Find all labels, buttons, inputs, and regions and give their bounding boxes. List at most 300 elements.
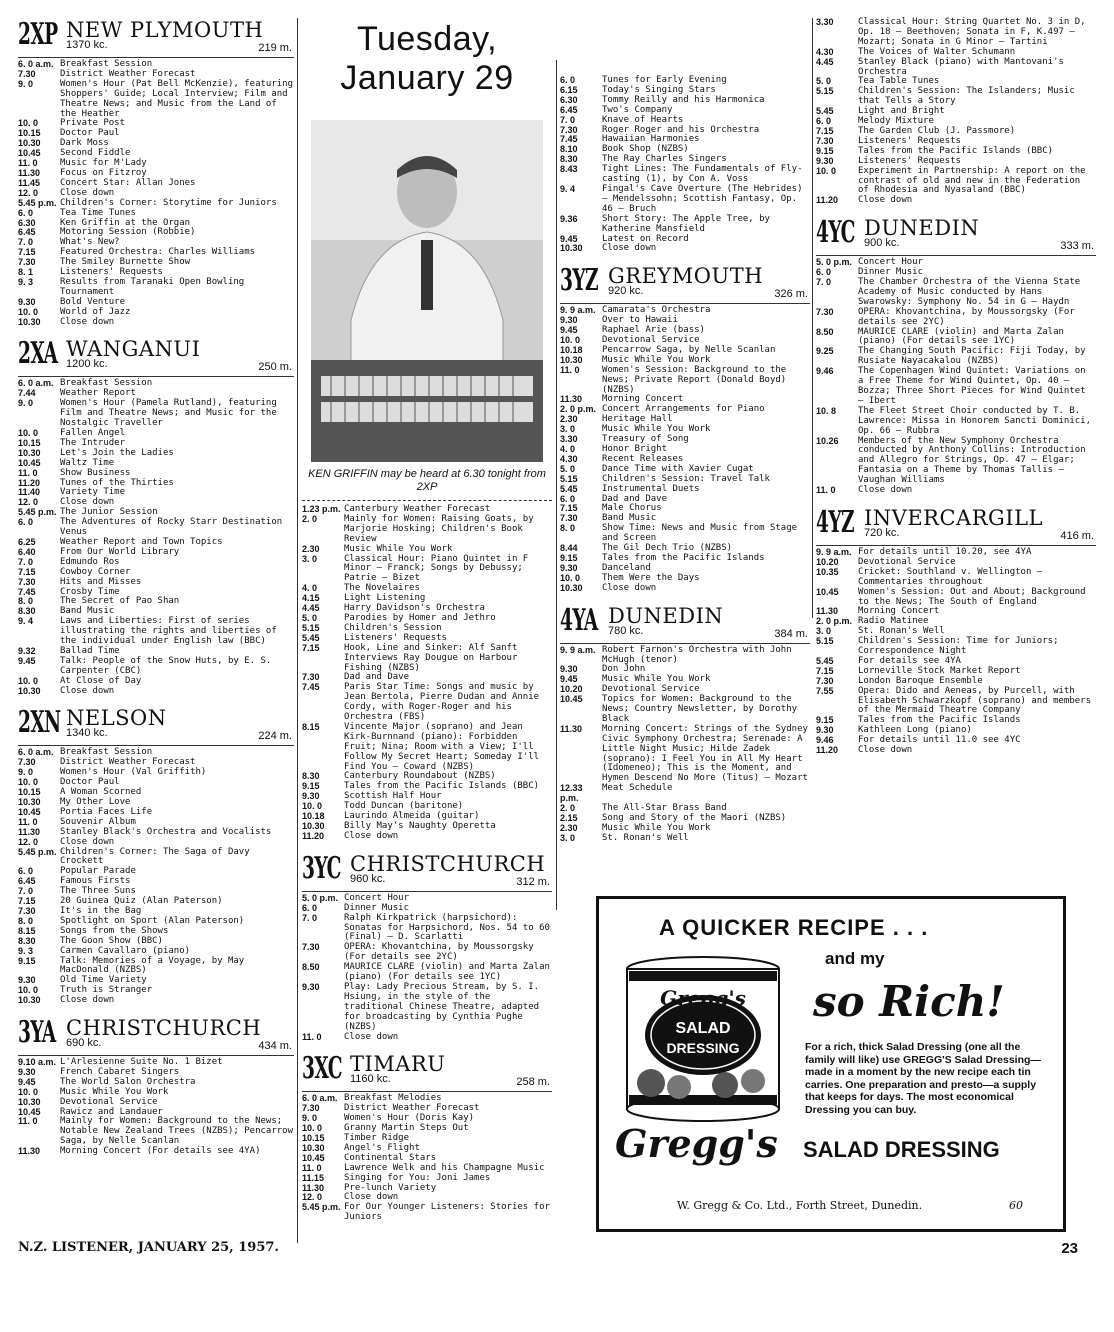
program-title: My Other Love <box>60 797 131 807</box>
program-time: 7.45 <box>18 586 36 597</box>
program-time: 11.30 <box>560 394 583 405</box>
program-title: Breakfast Session <box>60 59 153 69</box>
station-city: WANGANUI <box>66 337 201 362</box>
program-row <box>560 235 810 245</box>
program-title: Close down <box>60 836 115 847</box>
program-row <box>18 518 294 538</box>
program-time: 10. 0 <box>560 572 581 583</box>
program-title: Hawaiian Harmonies <box>602 134 700 145</box>
program-time: 9. 9 a.m. <box>816 546 852 557</box>
program-title: Canterbury Weather Forecast <box>344 504 491 514</box>
program-time: 12. 0 <box>302 1192 323 1203</box>
program-title: Close down <box>858 195 913 206</box>
program-title: Waltz Time <box>60 457 115 468</box>
program-title: Breakfast Session <box>60 378 153 389</box>
program-title: Timber Ridge <box>344 1133 410 1144</box>
program-time: 6. 0 a.m. <box>18 59 54 69</box>
program-title: Souvenir Album <box>60 816 136 827</box>
station-city: DUNEDIN <box>608 603 724 628</box>
program-time: 5.45 <box>560 483 578 494</box>
program-row <box>816 18 1096 48</box>
program-time: 10.20 <box>816 556 839 567</box>
program-time: 8.30 <box>302 771 320 782</box>
program-time: 6.30 <box>18 217 36 228</box>
program-title: For Our Younger Listeners: Stories for Juniors <box>344 1202 550 1223</box>
ken-griffin-photo <box>311 120 543 462</box>
program-title: Laws and Liberties: First of series illustrating the rights and liberties of the individual under English law (BBC) <box>60 616 277 647</box>
program-time: 9.45 <box>560 674 578 685</box>
program-time: 11. 0 <box>302 1031 322 1042</box>
program-time: 6. 0 <box>560 75 576 85</box>
station-wavelength: 224 m. <box>258 730 292 743</box>
program-time: 9.15 <box>816 715 834 726</box>
program-time: 1.23 p.m. <box>302 504 341 514</box>
station-header-3yz <box>560 264 810 300</box>
program-time: 6. 0 a.m. <box>18 747 54 758</box>
program-title: Morning Concert <box>602 394 684 405</box>
program-time: 10.35 <box>816 566 839 577</box>
program-title: OPERA: Khovantchina, by Moussorgsky (For details see 2YC) <box>858 306 1075 327</box>
program-row <box>18 1147 294 1157</box>
program-time: 4. 0 <box>560 444 576 454</box>
program-row <box>18 947 294 957</box>
program-title: Devotional Service <box>60 1096 158 1107</box>
program-title: Angel's Flight <box>344 1142 420 1153</box>
program-row <box>18 209 294 219</box>
program-time: 11. 0 <box>302 1162 322 1173</box>
program-time: 10.20 <box>560 684 583 695</box>
program-title: Band Music <box>60 606 115 617</box>
program-row <box>816 347 1096 367</box>
program-time: 7.30 <box>560 513 578 524</box>
program-time: 11.30 <box>18 167 41 178</box>
program-title: Morning Concert <box>858 606 940 617</box>
program-title: Dark Moss <box>60 138 109 149</box>
program-title: Tea Time Tunes <box>60 207 136 218</box>
station-wavelength: 384 m. <box>774 627 808 640</box>
program-list-2xa <box>18 379 294 696</box>
program-time: 3.30 <box>816 17 834 27</box>
program-title: Show Business <box>60 467 131 478</box>
program-title: Listeners' Requests <box>344 632 447 643</box>
program-title: Listeners' Requests <box>60 267 163 278</box>
program-title: Band Music <box>602 513 657 524</box>
program-title: The Secret of Pao Shan <box>60 596 180 607</box>
program-time: 7.30 <box>816 135 834 146</box>
program-title: Tales from the Pacific Islands <box>602 552 765 563</box>
program-time: 6. 0 <box>18 517 34 528</box>
program-row <box>18 80 294 120</box>
program-title: Women's Hour (Val Griffith) <box>60 767 207 778</box>
program-time: 3. 0 <box>560 832 576 843</box>
program-list-3xc <box>302 1094 552 1223</box>
program-time: 6.45 <box>18 876 36 887</box>
program-title: Women's Hour (Doris Kay) <box>344 1113 475 1124</box>
program-row <box>560 504 810 514</box>
program-row <box>560 834 810 844</box>
station-call: 2XA <box>18 336 58 372</box>
program-title: Close down <box>60 187 115 198</box>
program-title: Tales from the Pacific Islands (BBC) <box>858 145 1054 156</box>
station-header-2xp <box>18 18 294 54</box>
program-title: Tunes of the Thirties <box>60 477 174 488</box>
program-time: 10.18 <box>302 811 325 822</box>
station-city: DUNEDIN <box>864 216 980 241</box>
program-row <box>816 328 1096 348</box>
program-time: 11.45 <box>18 177 41 188</box>
program-time: 4.30 <box>560 453 578 464</box>
program-title: London Baroque Ensemble <box>858 675 983 686</box>
program-list-2xp-afternoon <box>302 505 552 842</box>
program-time: 9.30 <box>816 155 834 166</box>
program-title: District Weather Forecast <box>60 68 196 79</box>
program-time: 10.18 <box>560 344 583 355</box>
program-time: 11. 0 <box>816 485 836 496</box>
station-call: 4YZ <box>816 504 854 540</box>
program-time: 6.25 <box>18 536 36 547</box>
station-frequency: 900 kc. <box>864 237 900 250</box>
program-row <box>302 515 552 545</box>
program-time: 10.30 <box>560 354 583 365</box>
program-row <box>302 1033 552 1043</box>
program-row <box>560 524 810 544</box>
program-title: The Three Suns <box>60 886 136 897</box>
program-time: 3. 0 <box>816 626 832 637</box>
program-time: 11.30 <box>560 723 583 734</box>
program-time: 9.15 <box>560 552 578 563</box>
program-row <box>18 399 294 429</box>
program-title: Listeners' Requests <box>858 155 961 166</box>
program-time: 9.30 <box>302 791 320 802</box>
station-frequency: 1200 kc. <box>66 358 108 371</box>
tin-brand: Gregg's <box>660 986 746 1010</box>
station-header-4yc <box>816 216 1096 252</box>
program-title: Fallen Angel <box>60 428 126 438</box>
program-row <box>302 1203 552 1223</box>
program-title: Close down <box>858 485 913 496</box>
program-time: 5.45 <box>816 655 834 666</box>
program-row <box>560 574 810 584</box>
program-time: 9. 0 <box>18 398 34 409</box>
program-time: 10.15 <box>18 437 41 448</box>
program-title: Dad and Dave <box>602 493 668 504</box>
column-1 <box>18 14 294 1157</box>
program-row <box>816 687 1096 717</box>
program-title: Concert Star: Allan Jones <box>60 177 196 188</box>
program-title: Devotional Service <box>602 684 700 695</box>
program-title: Meat Schedule <box>602 783 673 794</box>
station-city: CHRISTCHURCH <box>350 851 546 876</box>
station-wavelength: 219 m. <box>258 42 292 54</box>
program-row <box>816 58 1096 78</box>
program-title: Morning Concert: Strings of the Sydney Civic Symphony Orchestra; Serenade: A Little Night Music; Hilde Zadek (soprano): I Feel You in All My Heart (Idomeneo); This is the Moment, and Hymen Descend No More (Titus) — Mozart <box>602 723 808 784</box>
program-title: Classical Hour: String Quartet No. 3 in D, Op. 18 — Beethoven; Sonata in F, K.497 — Mozart; Sonata in G Minor — Tartini <box>858 17 1086 47</box>
program-time: 10.30 <box>18 138 41 149</box>
program-title: Instrumental Duets <box>602 483 700 494</box>
program-title: Doctor Paul <box>60 777 120 788</box>
program-title: Knave of Hearts <box>602 114 684 125</box>
program-title: Mainly for Women: Background to the News; Notable New Zealand Trees (NZBS); Pencarrow Saga, by Nelle Scanlan <box>60 1116 293 1147</box>
program-title: Women's Session: Background to the News; Private Report (Donald Boyd) (NZBS) <box>602 364 787 395</box>
program-title: Book Shop (NZBS) <box>602 144 689 155</box>
program-title: Hook, Line and Sinker: Alf Sanft Interviews Ray Dougue on Harbour Fishing (NZBS) <box>344 642 518 673</box>
program-title: Bold Venture <box>60 296 126 307</box>
program-title: Children's Session <box>344 622 442 633</box>
program-time: 4.15 <box>302 593 320 604</box>
program-title: Parodies by Homer and Jethro <box>344 612 496 623</box>
program-time: 2. 0 p.m. <box>560 404 597 415</box>
program-title: Today's Singing Stars <box>602 84 716 95</box>
program-time: 11. 0 <box>18 816 38 827</box>
program-time: 9.30 <box>560 315 578 326</box>
program-title: Light and Bright <box>858 106 945 117</box>
program-time: 9. 3 <box>18 276 34 287</box>
page-footer <box>18 1240 1078 1255</box>
program-title: 20 Guinea Quiz (Alan Paterson) <box>60 896 223 907</box>
program-row <box>302 683 552 723</box>
program-title: Danceland <box>602 562 651 573</box>
program-time: 10. 0 <box>18 777 39 788</box>
program-row <box>816 278 1096 308</box>
program-time: 9.46 <box>816 735 834 746</box>
station-wavelength: 333 m. <box>1060 240 1094 253</box>
program-time: 7.44 <box>18 388 36 399</box>
program-title: What's New? <box>60 237 120 248</box>
program-time: 9.30 <box>302 981 320 992</box>
program-list-3ya <box>18 1058 294 1157</box>
ad-subhead: and my <box>825 949 885 968</box>
program-time: 7.30 <box>18 576 36 587</box>
program-row <box>560 445 810 455</box>
program-title: Fingal's Cave Overture (The Hebrides) — Mendelssohn; Scottish Fantasy, Op. 46 — Bruch <box>602 183 803 214</box>
column-4 <box>816 18 1096 756</box>
program-row <box>18 578 294 588</box>
program-title: For details until 10.20, see 4YA <box>858 546 1032 557</box>
program-title: Famous Firsts <box>60 876 131 887</box>
program-title: Close down <box>60 685 115 696</box>
program-title: At Close of Day <box>60 675 142 686</box>
program-time: 10.30 <box>560 582 583 593</box>
program-time: 7. 0 <box>816 277 832 288</box>
program-time: 7.15 <box>560 503 578 514</box>
program-title: Music While You Work <box>602 424 711 435</box>
program-title: Popular Parade <box>60 866 136 877</box>
program-row <box>560 185 810 215</box>
program-row <box>560 725 810 784</box>
program-row <box>560 106 810 116</box>
program-time: 7.15 <box>816 665 834 676</box>
station-city: GREYMOUTH <box>608 264 764 289</box>
program-title: The Novelaires <box>344 583 420 594</box>
station-city: INVERCARGILL <box>864 505 1043 530</box>
program-title: The Fleet Street Choir conducted by T. B. Lawrence: Missa in Honorem Sancti Dominici, Op. 66 — Rubbra <box>858 405 1091 436</box>
program-time: 10.45 <box>18 457 41 468</box>
program-row <box>816 167 1096 197</box>
ad-headline: A QUICKER RECIPE . . . <box>659 915 929 940</box>
program-time: 7.15 <box>18 566 36 577</box>
station-city: TIMARU <box>350 1052 446 1077</box>
program-title: Results from Taranaki Open Bowling Tournament <box>60 276 245 297</box>
station-header-3ya <box>18 1016 294 1052</box>
program-row <box>302 914 552 944</box>
program-time: 10.45 <box>18 148 41 159</box>
program-title: Cricket: Southland v. Wellington — Commentaries throughout <box>858 566 1043 587</box>
program-row <box>302 832 552 842</box>
program-time: 5. 0 p.m. <box>302 892 339 903</box>
program-time: 6. 0 a.m. <box>18 378 54 389</box>
station-call: 3YA <box>18 1015 56 1051</box>
program-list-3yc <box>302 894 552 1043</box>
ad-code: 60 <box>1009 1199 1023 1212</box>
program-row <box>18 1117 294 1147</box>
station-wavelength: 312 m. <box>516 875 550 888</box>
program-title: Tommy Reilly and his Harmonica <box>602 94 765 105</box>
program-time: 9.15 <box>816 145 834 156</box>
program-title: Mainly for Women: Raising Goats, by Marjorie Hosking; Children's Book Review <box>344 513 534 544</box>
program-title: Women's Session: Out and About; Background to the News; The South of England <box>858 586 1086 607</box>
program-title: Over to Hawaii <box>602 315 678 326</box>
program-row <box>816 196 1096 206</box>
station-header-2xn <box>18 706 294 742</box>
program-title: Topics for Women: Background to the News; Country Newsletter, by Dorothy Black <box>602 694 798 724</box>
program-title: Billy May's Naughty Operetta <box>344 821 496 831</box>
program-time: 9.30 <box>560 562 578 573</box>
program-time: 4.45 <box>302 603 320 614</box>
program-time: 7.30 <box>18 757 36 768</box>
program-title: The All-Star Brass Band <box>602 803 727 814</box>
program-time: 9.32 <box>18 645 36 656</box>
program-title: Granny Martin Steps Out <box>344 1123 469 1134</box>
program-title: Dinner Music <box>858 267 924 278</box>
program-title: Music While You Work <box>602 354 711 365</box>
station-header-3xc <box>302 1052 552 1088</box>
program-title: The Changing South Pacific: Fiji Today, by Rusiate Nayacakalou (NZBS) <box>858 346 1086 367</box>
program-title: The Copenhagen Wind Quintet: Variations on a Free Theme for Wind Quintet, Op. 40 — Bozza; Three Short Pieces for Wind Quintet — Ibert <box>858 366 1086 406</box>
program-title: Portia Faces Life <box>60 806 153 817</box>
program-title: Doctor Paul <box>60 128 120 139</box>
program-time: 5.45 p.m. <box>18 846 57 857</box>
program-time: 11.20 <box>816 195 839 206</box>
program-title: Children's Corner: The Saga of Davy Crockett <box>60 846 250 867</box>
program-time: 11.30 <box>302 1182 325 1193</box>
program-title: Private Post <box>60 118 126 129</box>
program-title: Robert Farnon's Orchestra with John McHugh (tenor) <box>602 644 792 665</box>
program-title: Let's Join the Ladies <box>60 447 174 458</box>
program-time: 9.30 <box>18 975 36 986</box>
program-title: Carmen Cavallaro (piano) <box>60 945 191 956</box>
program-title: Devotional Service <box>858 556 956 567</box>
program-row <box>816 308 1096 328</box>
program-title: Focus on Fitzroy <box>60 167 147 178</box>
program-time: 10. 0 <box>18 675 39 686</box>
salad-dressing-tin-icon <box>621 955 785 1123</box>
program-title: Pencarrow Saga, by Nelle Scanlan <box>602 344 776 355</box>
program-title: Play: Lady Precious Stream, by S. I. Hsiung, in the style of the traditional Chinese Theatre, adapted for broadcasting by Cynthia Pughe (NZBS) <box>344 981 540 1032</box>
program-time: 2. 0 p.m. <box>816 616 853 627</box>
program-title: Lorneville Stock Market Report <box>858 665 1021 676</box>
program-time: 7.30 <box>18 68 36 79</box>
program-title: Second Fiddle <box>60 148 131 159</box>
program-time: 5.45 <box>302 632 320 643</box>
program-row <box>816 437 1096 487</box>
program-title: A Woman Scorned <box>60 787 142 798</box>
station-frequency: 1160 kc. <box>350 1073 391 1086</box>
program-time: 5. 0 <box>302 612 318 623</box>
program-time: 7.30 <box>18 257 36 268</box>
station-wavelength: 250 m. <box>258 361 292 374</box>
program-title: Stanley Black (piano) with Mantovani's Orchestra <box>858 56 1064 77</box>
ad-address: W. Gregg & Co. Ltd., Forth Street, Dunedin. <box>677 1199 923 1212</box>
program-title: Song and Story of the Maori (NZBS) <box>602 813 787 823</box>
program-time: 11.20 <box>18 477 41 488</box>
station-frequency: 1370 kc. <box>66 39 108 51</box>
program-time: 9.36 <box>560 213 578 224</box>
program-row <box>560 96 810 106</box>
program-title: Women's Hour (Pamela Rutland), featuring Film and Theatre News; and Music for the Nostalgic Traveller <box>60 398 277 429</box>
program-list-4yz <box>816 548 1096 756</box>
program-time: 2.30 <box>560 822 578 833</box>
program-title: Paris Star Time: Songs and music by Jean Bertola, Pierre Dudan and Annie Cordy, with Roger-Roger and his Orchestra (FBS) <box>344 682 540 723</box>
program-time: 9.45 <box>18 655 36 666</box>
program-title: Music While You Work <box>344 543 453 554</box>
program-time: 9.45 <box>560 325 578 336</box>
program-title: Tales from the Pacific Islands (BBC) <box>344 781 540 792</box>
program-time: 7.30 <box>302 1103 320 1114</box>
program-time: 10.30 <box>18 797 41 807</box>
program-time: 7. 0 <box>18 556 34 567</box>
program-time: 9. 0 <box>302 1113 318 1124</box>
program-title: The Chamber Orchestra of the Vienna State Academy of Music conducted by Hans Swarowsky: Symphony No. 54 in G — Haydn <box>858 277 1081 307</box>
station-city: CHRISTCHURCH <box>66 1016 262 1041</box>
program-time: 7.15 <box>18 247 36 258</box>
program-title: Close down <box>60 995 115 1006</box>
program-row <box>816 407 1096 437</box>
program-title: For details see 4YA <box>858 655 961 666</box>
program-time: 12. 0 <box>18 187 39 198</box>
program-list-3yz <box>560 306 810 593</box>
program-time: 8. 0 <box>18 915 34 926</box>
program-title: The Ray Charles Singers <box>602 154 727 165</box>
program-title: MAURICE CLARE (violin) and Marta Zalan (piano) (For details see 1YC) <box>858 326 1064 347</box>
program-title: Don John <box>602 664 646 675</box>
organist-photo-icon <box>311 120 543 462</box>
program-row <box>816 637 1096 657</box>
program-title: The Adventures of Rocky Starr Destination Venus <box>60 517 283 538</box>
program-time: 10. 0 <box>18 428 39 438</box>
program-title: Todd Duncan (baritone) <box>344 801 464 812</box>
program-time: 5. 0 <box>560 463 576 474</box>
program-title: Listeners' Requests <box>858 135 961 146</box>
program-time: 5.45 <box>816 106 834 117</box>
program-title: Show Time: News and Music from Stage and Screen <box>602 523 798 544</box>
column-3 <box>560 76 810 844</box>
program-time: 8. 1 <box>18 267 34 278</box>
station-frequency: 960 kc. <box>350 872 386 885</box>
program-time: 12. 0 <box>18 497 39 508</box>
program-row <box>302 1184 552 1194</box>
program-time: 5.15 <box>560 473 578 484</box>
program-time: 11.30 <box>18 1146 41 1157</box>
program-row <box>302 822 552 832</box>
program-title: Old Time Variety <box>60 975 147 986</box>
program-time: 4.30 <box>816 46 834 57</box>
ad-body-copy: For a rich, thick Salad Dressing (one all the family will like) use GREGG'S Salad Dressing—made in a moment by the new recipe each tin carries. One preparation and presto—a supply that keeps for days. The most economical Dressing you can buy. <box>805 1041 1041 1116</box>
program-title: Hits and Misses <box>60 576 142 587</box>
program-title: Treasury of Song <box>602 434 689 445</box>
program-time: 5.45 p.m. <box>18 197 57 208</box>
program-title: Heritage Hall <box>602 414 673 425</box>
program-row <box>816 568 1096 588</box>
